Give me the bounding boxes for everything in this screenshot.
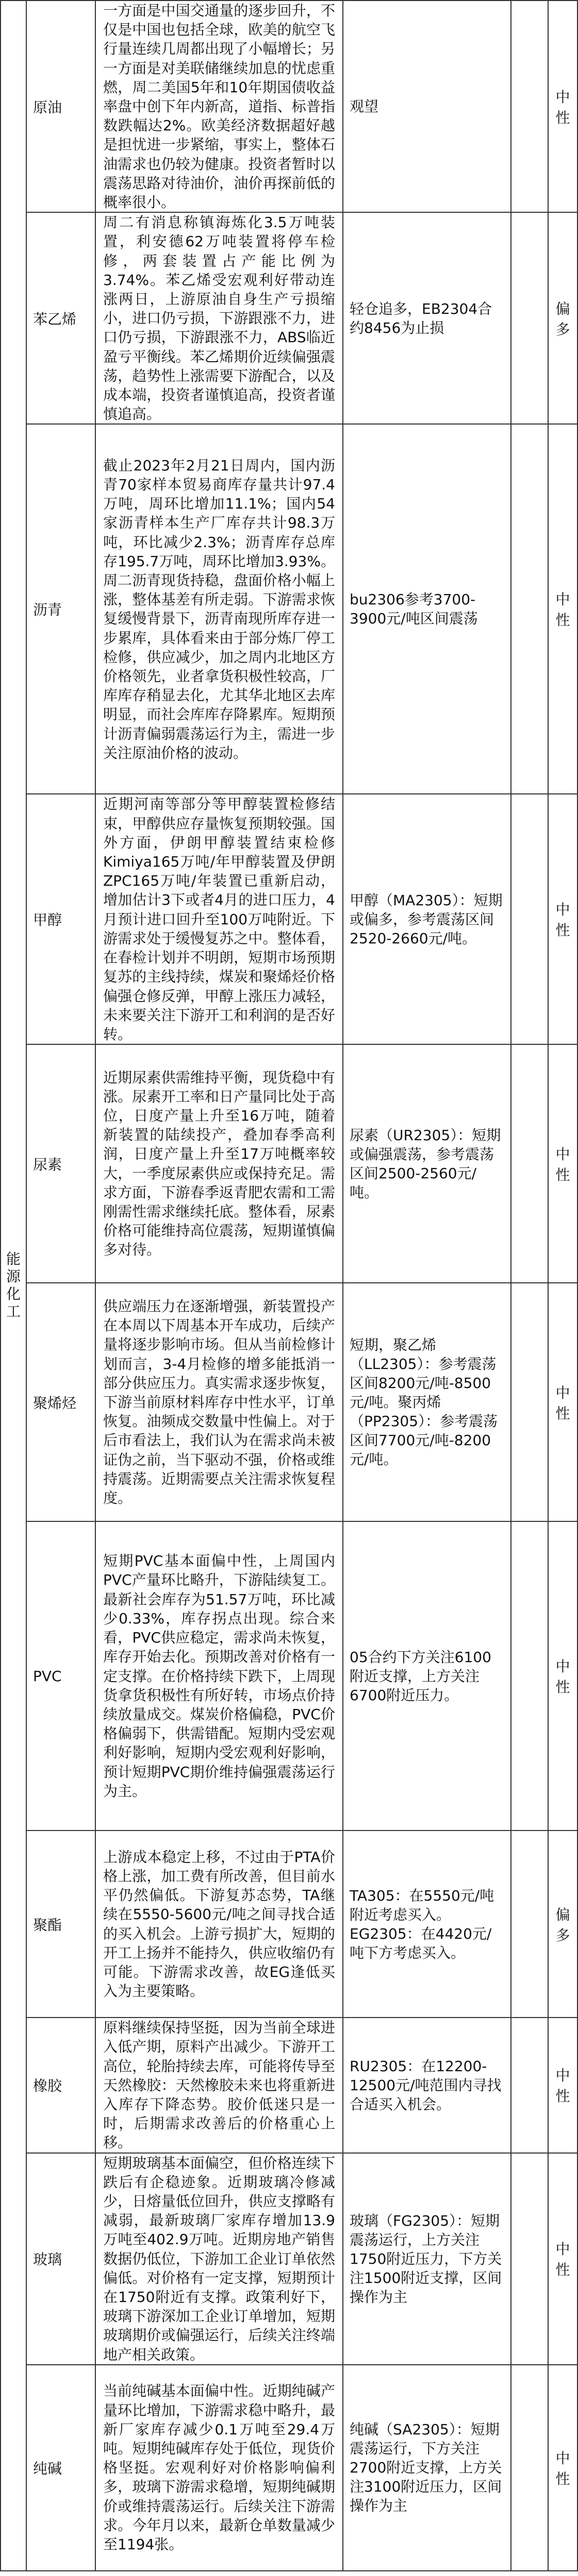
position-label: 中性 [548,794,577,1044]
view-cell [511,794,548,1044]
trading-reference: bu2306参考3700-3900元/吨区间震荡 [343,424,511,794]
trading-reference: 玻璃（FG2305）：短期震荡运行，上方关注1750附近压力，下方关注1500附近支撑，区间操作为主 [343,2153,511,2365]
commodity-comment: 短期玻璃基本面偏空，但价格连续下跌后有企稳迹象。近期玻璃冷修减少，日熔量低位回升，供应支撑略有减弱，最新玻璃厂家库存增加13.9万吨至402.9万吨。近期房地产销售数据仍低位，下游加工企业订单依然偏低。对价格有一定支撑，短期预计在1750附近有支撑。政策利好下，玻璃下游深加工企业订单增加，短期玻璃期价或偏强运行，后续关注终端地产相关政策。 [95,2153,343,2365]
trading-reference: 甲醇（MA2305）：短期或偏多，参考震荡区间2520-2660元/吨。 [343,794,511,1044]
view-cell [511,1044,548,1283]
table-row [1,1831,577,2018]
view-cell [511,2018,548,2153]
view-cell [511,1521,548,1831]
view-cell [511,1831,548,2018]
table-row [1,1283,577,1521]
position-label: 中性 [548,1044,577,1283]
position-label: 中性 [548,1521,577,1831]
commodity-comment: 当前纯碱基本面偏中性。近期纯碱产量环比增加，下游需求稳中略升，最新厂家库存减少0.1万吨至29.4万吨。短期纯碱库存处于低位，现货价格坚挺。宏观利好对价格影响偏利多，玻璃下游需求稳增，短期纯碱期价或维持震荡运行。后续关注下游需求。今年月以来，最新仓单数量减少至1194张。 [95,2365,343,2571]
commodity-comment: 原料继续保持坚挺，因为当前全球进入低产期，原料产出减少。下游开工高位，轮胎持续去库，可能将传导至天然橡胶：天然橡胶未来也将重新进入库存下降态势。胶价低迷只是一时，后期需求改善后的价格重心上移。 [95,2018,343,2153]
category-label: 能源化工 [6,1250,21,1320]
table-row [1,1,577,212]
commodity-comment: 供应端压力在逐渐增强，新装置投产在本周以下周基本开车成功，后续产量将逐步影响市场。但从当前检修计划而言，3-4月检修的增多能抵消一部分供应压力。真实需求逐步恢复，下游当前原材料库存中性水平，订单恢复。油频成交数量中性偏上。对于后市看法上，我们认为在需求尚未被证伪之前，当下驱动不强，价格或维持震荡。近期需要点关注需求恢复程度。 [95,1283,343,1521]
table-row [1,2153,577,2365]
trading-reference: 轻仓追多，EB2304合约8456为止损 [343,212,511,424]
commodity-name: 聚烯烃 [26,1283,95,1521]
table-row [1,2365,577,2571]
position-label: 偏多 [548,212,577,424]
commodity-name: 橡胶 [26,2018,95,2153]
commodity-name: 甲醇 [26,794,95,1044]
commodity-name: 苯乙烯 [26,212,95,424]
table-row [1,1521,577,1831]
commodity-name: 纯碱 [26,2365,95,2571]
trading-reference: 短期，聚乙烯（LL2305）：参考震荡区间8200元/吨-8500元/吨。聚丙烯（PP2305）：参考震荡区间7700元/吨-8200元/吨。 [343,1283,511,1521]
table-row [1,2018,577,2153]
commodity-comment: 短期PVC基本面偏中性，上周国内PVC产量环比略升，下游陆续复工。最新社会库存为51.57万吨，环比减少0.33%，库存拐点出现。综合来看，PVC供应稳定，需求尚未恢复，库存开始去化。预期改善对价格有一定支撑。在价格持续下跌下，上周现货拿货积极性有所好转，市场点价持续放量成交。煤炭价格偏稳，PVC价格偏弱下，供需错配。短期内受宏观利好影响，短期内受宏观利好影响，预计短期PVC期价维持偏强震荡运行为主。 [95,1521,343,1831]
commodity-comment: 截止2023年2月21日周内，国内沥青70家样本贸易商库存量共计97.4万吨，周环比增加11.1%；国内54家沥青样本生产厂库存共计98.3万吨，环比减少2.3%；沥青库存总库存195.7万吨，周环比增加3.93%。周二沥青现货持稳，盘面价格小幅上涨，整体基差有所走弱。下游需求恢复缓慢背景下，沥青南现所库存进一步累库，具体看来由于部分炼厂停工检修，供应减少，加之周内北地区方价格领先，业者拿货积极性较高，厂库库存稍显去化，尤其华北地区去库明显，而社会库库存降累库。短期预计沥青偏弱震荡运行为主，需进一步关注原油价格的波动。 [95,424,343,794]
position-label: 中性 [548,2153,577,2365]
view-cell [511,212,548,424]
trading-reference: RU2305：在12200-12500元/吨范围内寻找合适买入机会。 [343,2018,511,2153]
category-cell [1,1,26,2571]
table-row [1,424,577,794]
position-label: 中性 [548,1,577,212]
position-label: 偏多 [548,1831,577,2018]
trading-reference: 纯碱（SA2305）：短期震荡运行，下方关注2700附近支撑，上方关注3100附近压力，区间操作为主 [343,2365,511,2571]
commodity-name: PVC [26,1521,95,1831]
view-cell [511,2365,548,2571]
commodity-name: 沥青 [26,424,95,794]
trading-reference: 尿素（UR2305）：短期或偏强震荡，参考震荡区间2500-2560元/吨。 [343,1044,511,1283]
commodity-comment: 一方面是中国交通量的逐步回升，不仅是中国也包括全球，欧美的航空飞行量连续几周都出现了小幅增长；另一方面是对美联储继续加息的忧虑重燃，周二美国5年和10年期国债收益率盘中创下年内新高，道指、标普指数跌幅达2%。欧美经济数据超好越是担忧进一步紧缩，事实上，整体石油需求也仍较为健康。投资者暂时以震荡思路对待油价，油价再探前低的概率很小。 [95,1,343,212]
view-cell [511,1283,548,1521]
commodity-name: 原油 [26,1,95,212]
commodity-name: 玻璃 [26,2153,95,2365]
table-row [1,794,577,1044]
view-cell [511,2153,548,2365]
commodity-comment: 近期尿素供需维持平衡，现货稳中有涨。尿素开工率和日产量同比处于高位，日度产量上升至16万吨，随着新装置的陆续投产，叠加春季高利润，日度产量上升至17万吨概率较大，一季度尿素供应或保持充足。需求方面，下游春季返青肥农需和工需刚需性需求继续托底。整体看，尿素价格可能维持高位震荡，短期谨慎偏多对待。 [95,1044,343,1283]
table-row [1,212,577,424]
commodity-name: 尿素 [26,1044,95,1283]
view-cell [511,424,548,794]
trading-reference: TA305：在5550元/吨附近考虑买入。 EG2305：在4420元/吨下方考虑买入。 [343,1831,511,2018]
commodity-comment: 周二有消息称镇海炼化3.5万吨装置，利安德62万吨装置将停车检修，两套装置占产能比例为3.74%。苯乙烯受宏观利好带动连涨两日，上游原油自身生产亏损缩小，进口仍亏损，下游跟涨不力，进口仍亏损，下游跟涨不力，ABS临近盈亏平衡线。苯乙烯期价近续偏强震荡，趋势性上涨需要下游配合，以及成本端，投资者谨慎追高，投资者谨慎追高。 [95,212,343,424]
commodity-comment: 上游成本稳定上移，不过由于PTA价格上涨，加工费有所改善，但目前水平仍然偏低。下游复苏态势，TA继续在5550-5600元/吨之间寻找合适的买入机会。上游亏损扩大，短期的开工上扬并不能持久，供应收缩仍有可能。下游需求改善，故EG逢低买入为主要策略。 [95,1831,343,2018]
position-label: 中性 [548,2018,577,2153]
trading-reference: 观望 [343,1,511,212]
position-label: 中性 [548,2365,577,2571]
position-label: 中性 [548,424,577,794]
view-cell [511,1,548,212]
position-label: 中性 [548,1283,577,1521]
commodity-name: 聚酯 [26,1831,95,2018]
table-row [1,1044,577,1283]
trading-reference: 05合约下方关注6100附近支撑，上方关注6700附近压力。 [343,1521,511,1831]
commodity-comment: 近期河南等部分等甲醇装置检修结束，甲醇供应存量恢复预期较强。国外方面，伊朗甲醇装置结束检修Kimiya165万吨/年甲醇装置及伊朗ZPC165万吨/年装置已重新启动，增加估计3下或者4月的进口压力，4月预计进口回升至100万吨附近。下游需求处于缓慢复苏之中。整体看，在春检计划并不明朗，短期市场预期复苏的主线持续，煤炭和聚烯烃价格偏强仓修反弹，甲醇上涨压力减轻，未来要关注下游开工和利润的是否好转。 [95,794,343,1044]
